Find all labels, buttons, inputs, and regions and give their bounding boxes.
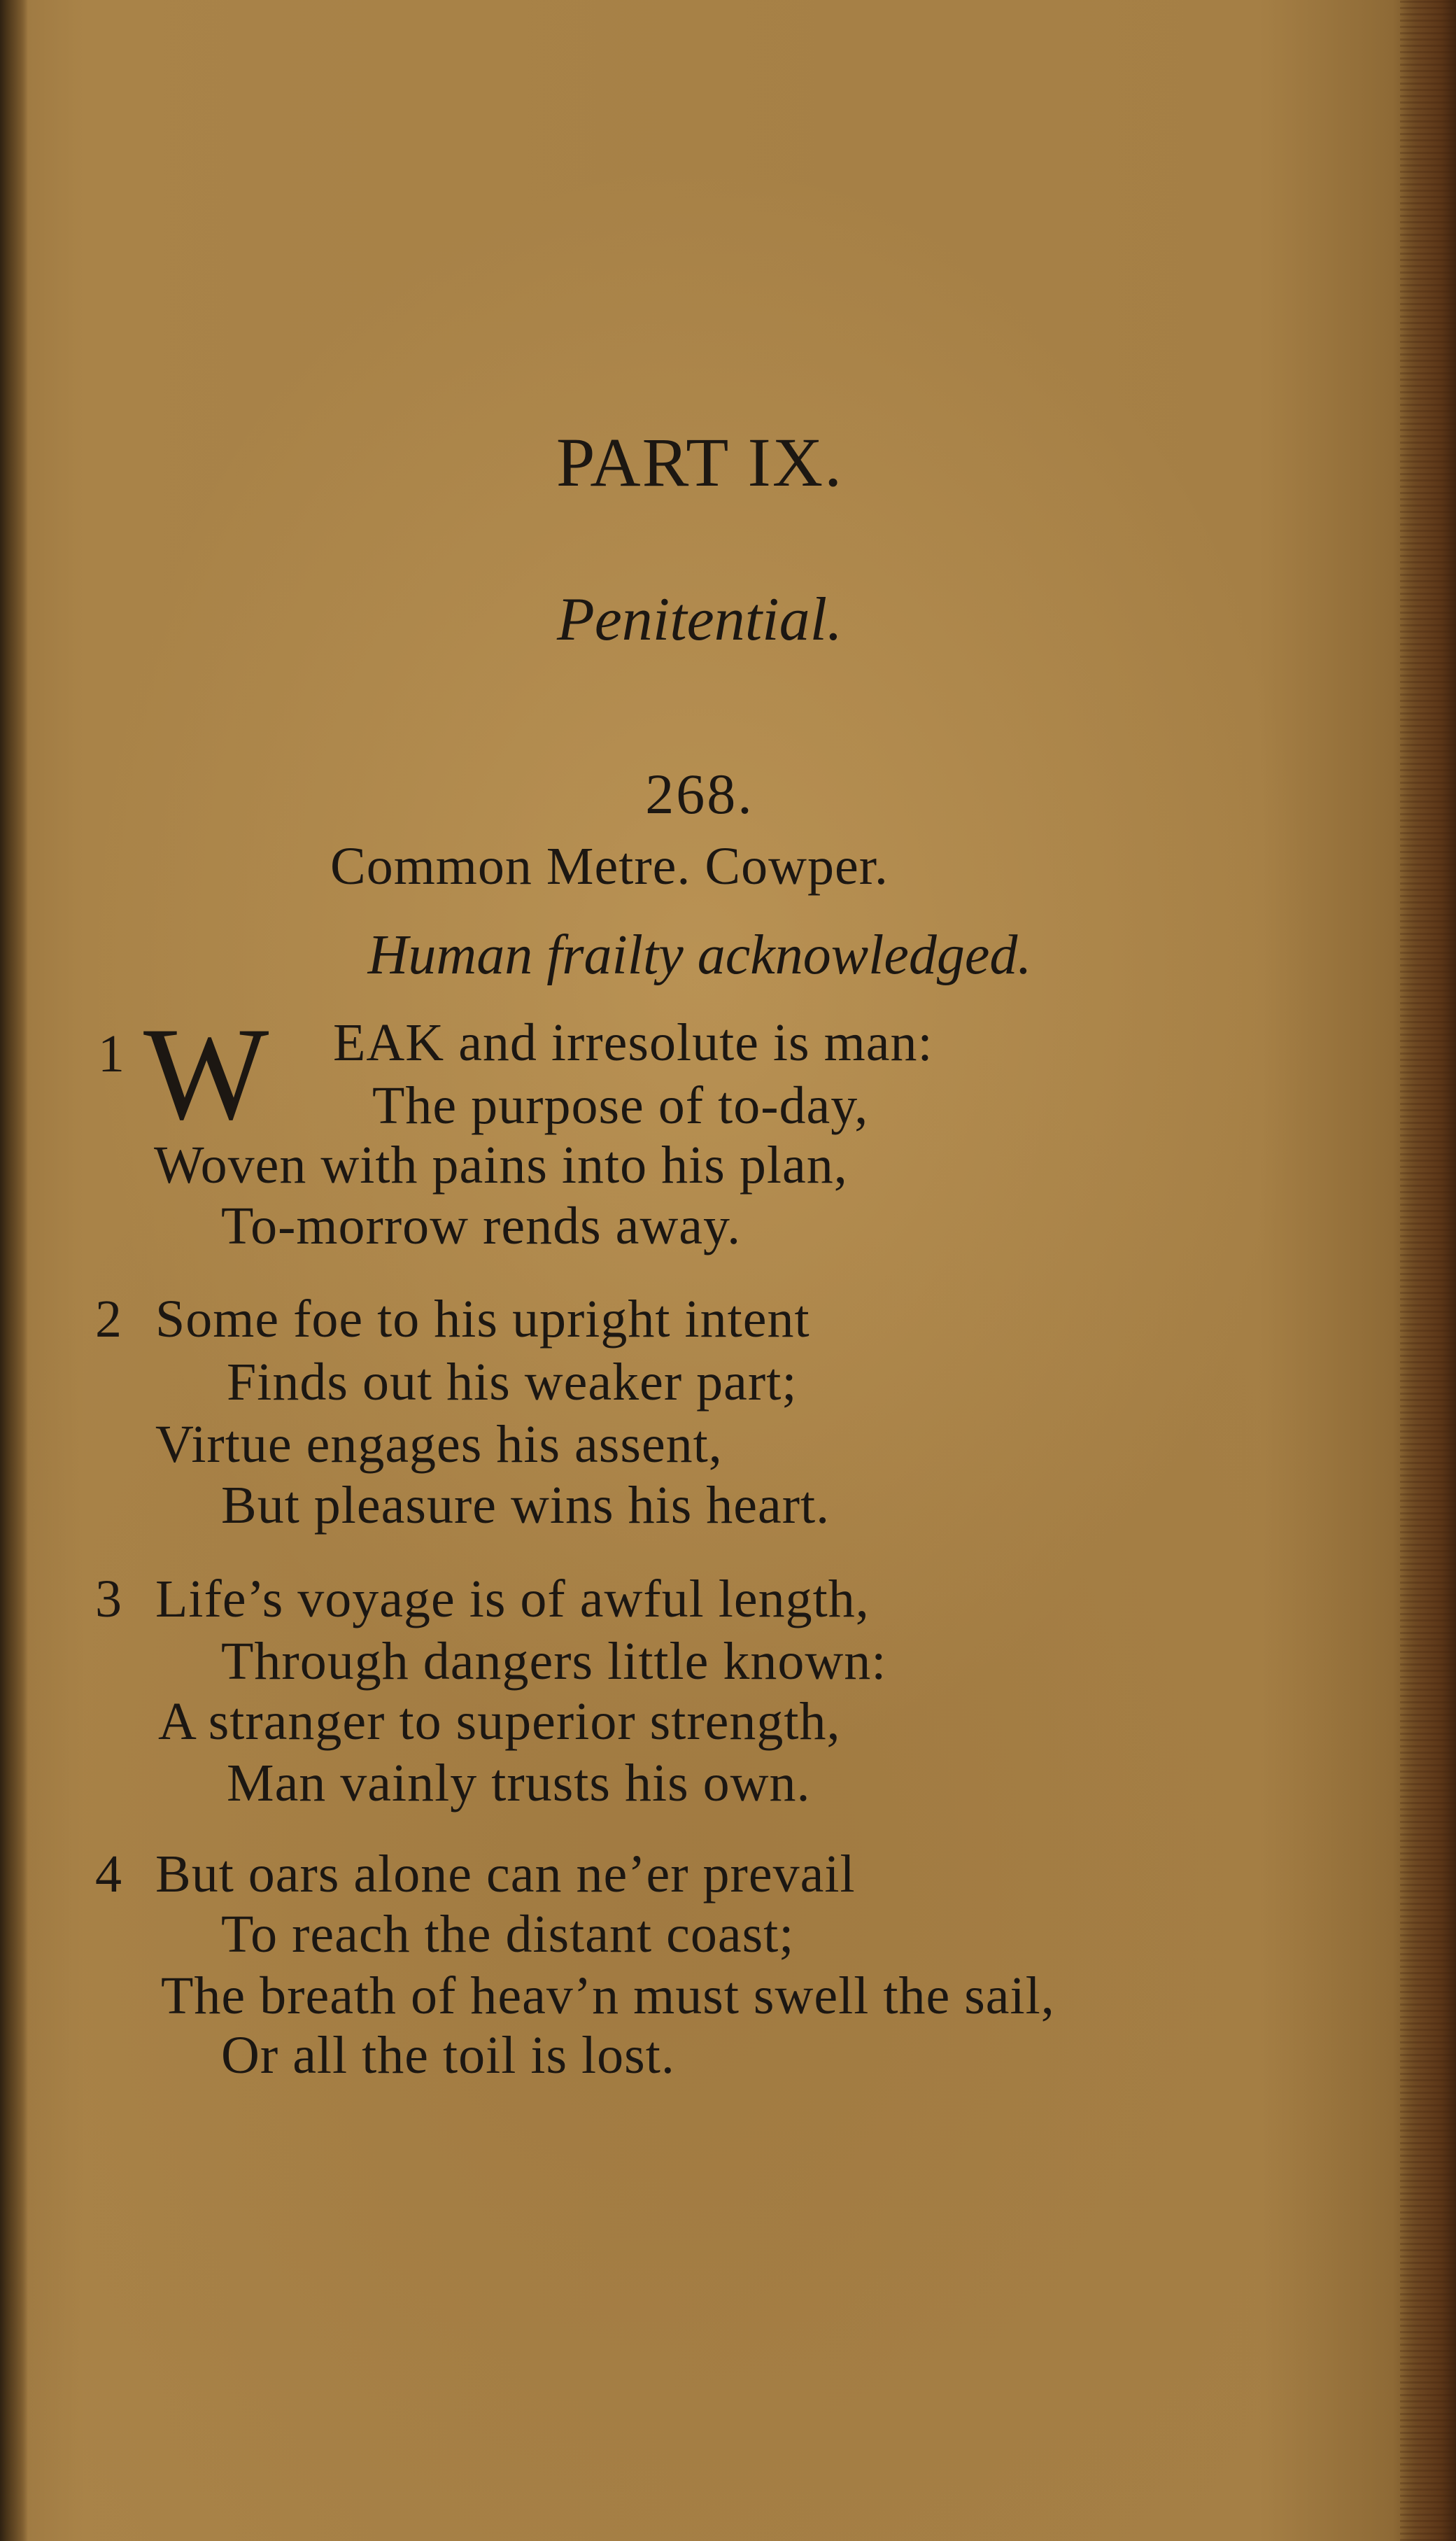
verse-line: Some foe to his upright intent: [155, 1290, 810, 1349]
verse-line: EAK and irresolute is man:: [333, 1013, 933, 1072]
binding-edge: [0, 0, 28, 2541]
verse-line: To-morrow rends away.: [221, 1197, 742, 1255]
section-title: Penitential.: [556, 586, 843, 654]
verse-line: Virtue engages his assent,: [155, 1415, 723, 1474]
verse-line: The purpose of to-day,: [372, 1076, 869, 1135]
verse-line: Or all the toil is lost.: [221, 2026, 675, 2085]
hymn-author: Cowper.: [705, 837, 889, 896]
drop-cap: W: [143, 1001, 269, 1148]
part-title: PART IX.: [556, 423, 844, 501]
verse-number: 4: [95, 1845, 122, 1903]
verse-line: But oars alone can ne’er prevail: [155, 1845, 856, 1903]
hymn-meter: Common Metre.: [330, 837, 691, 896]
verse-number: 1: [98, 1025, 125, 1083]
verse-line: Woven with pains into his plan,: [154, 1136, 848, 1195]
verse-line: The breath of heav’n must swell the sail,: [161, 1966, 1055, 2025]
verse-line: To reach the distant coast;: [221, 1905, 795, 1964]
verse-number: 2: [95, 1290, 122, 1349]
verse-number: 3: [95, 1570, 122, 1628]
verse-line: Through dangers little known:: [221, 1632, 887, 1691]
verse-line: Finds out his weaker part;: [227, 1353, 798, 1412]
verse-line: A stranger to superior strength,: [158, 1692, 841, 1751]
verse-line: Life’s voyage is of awful length,: [155, 1570, 870, 1628]
page-stack-edge: [1400, 0, 1456, 2541]
hymn-number: 268.: [645, 762, 754, 826]
verse-line: Man vainly trusts his own.: [227, 1754, 811, 1813]
verse-line: But pleasure wins his heart.: [221, 1476, 831, 1535]
hymn-meter-line: [330, 836, 889, 897]
hymn-subtitle: Human frailty acknowledged.: [367, 924, 1032, 986]
